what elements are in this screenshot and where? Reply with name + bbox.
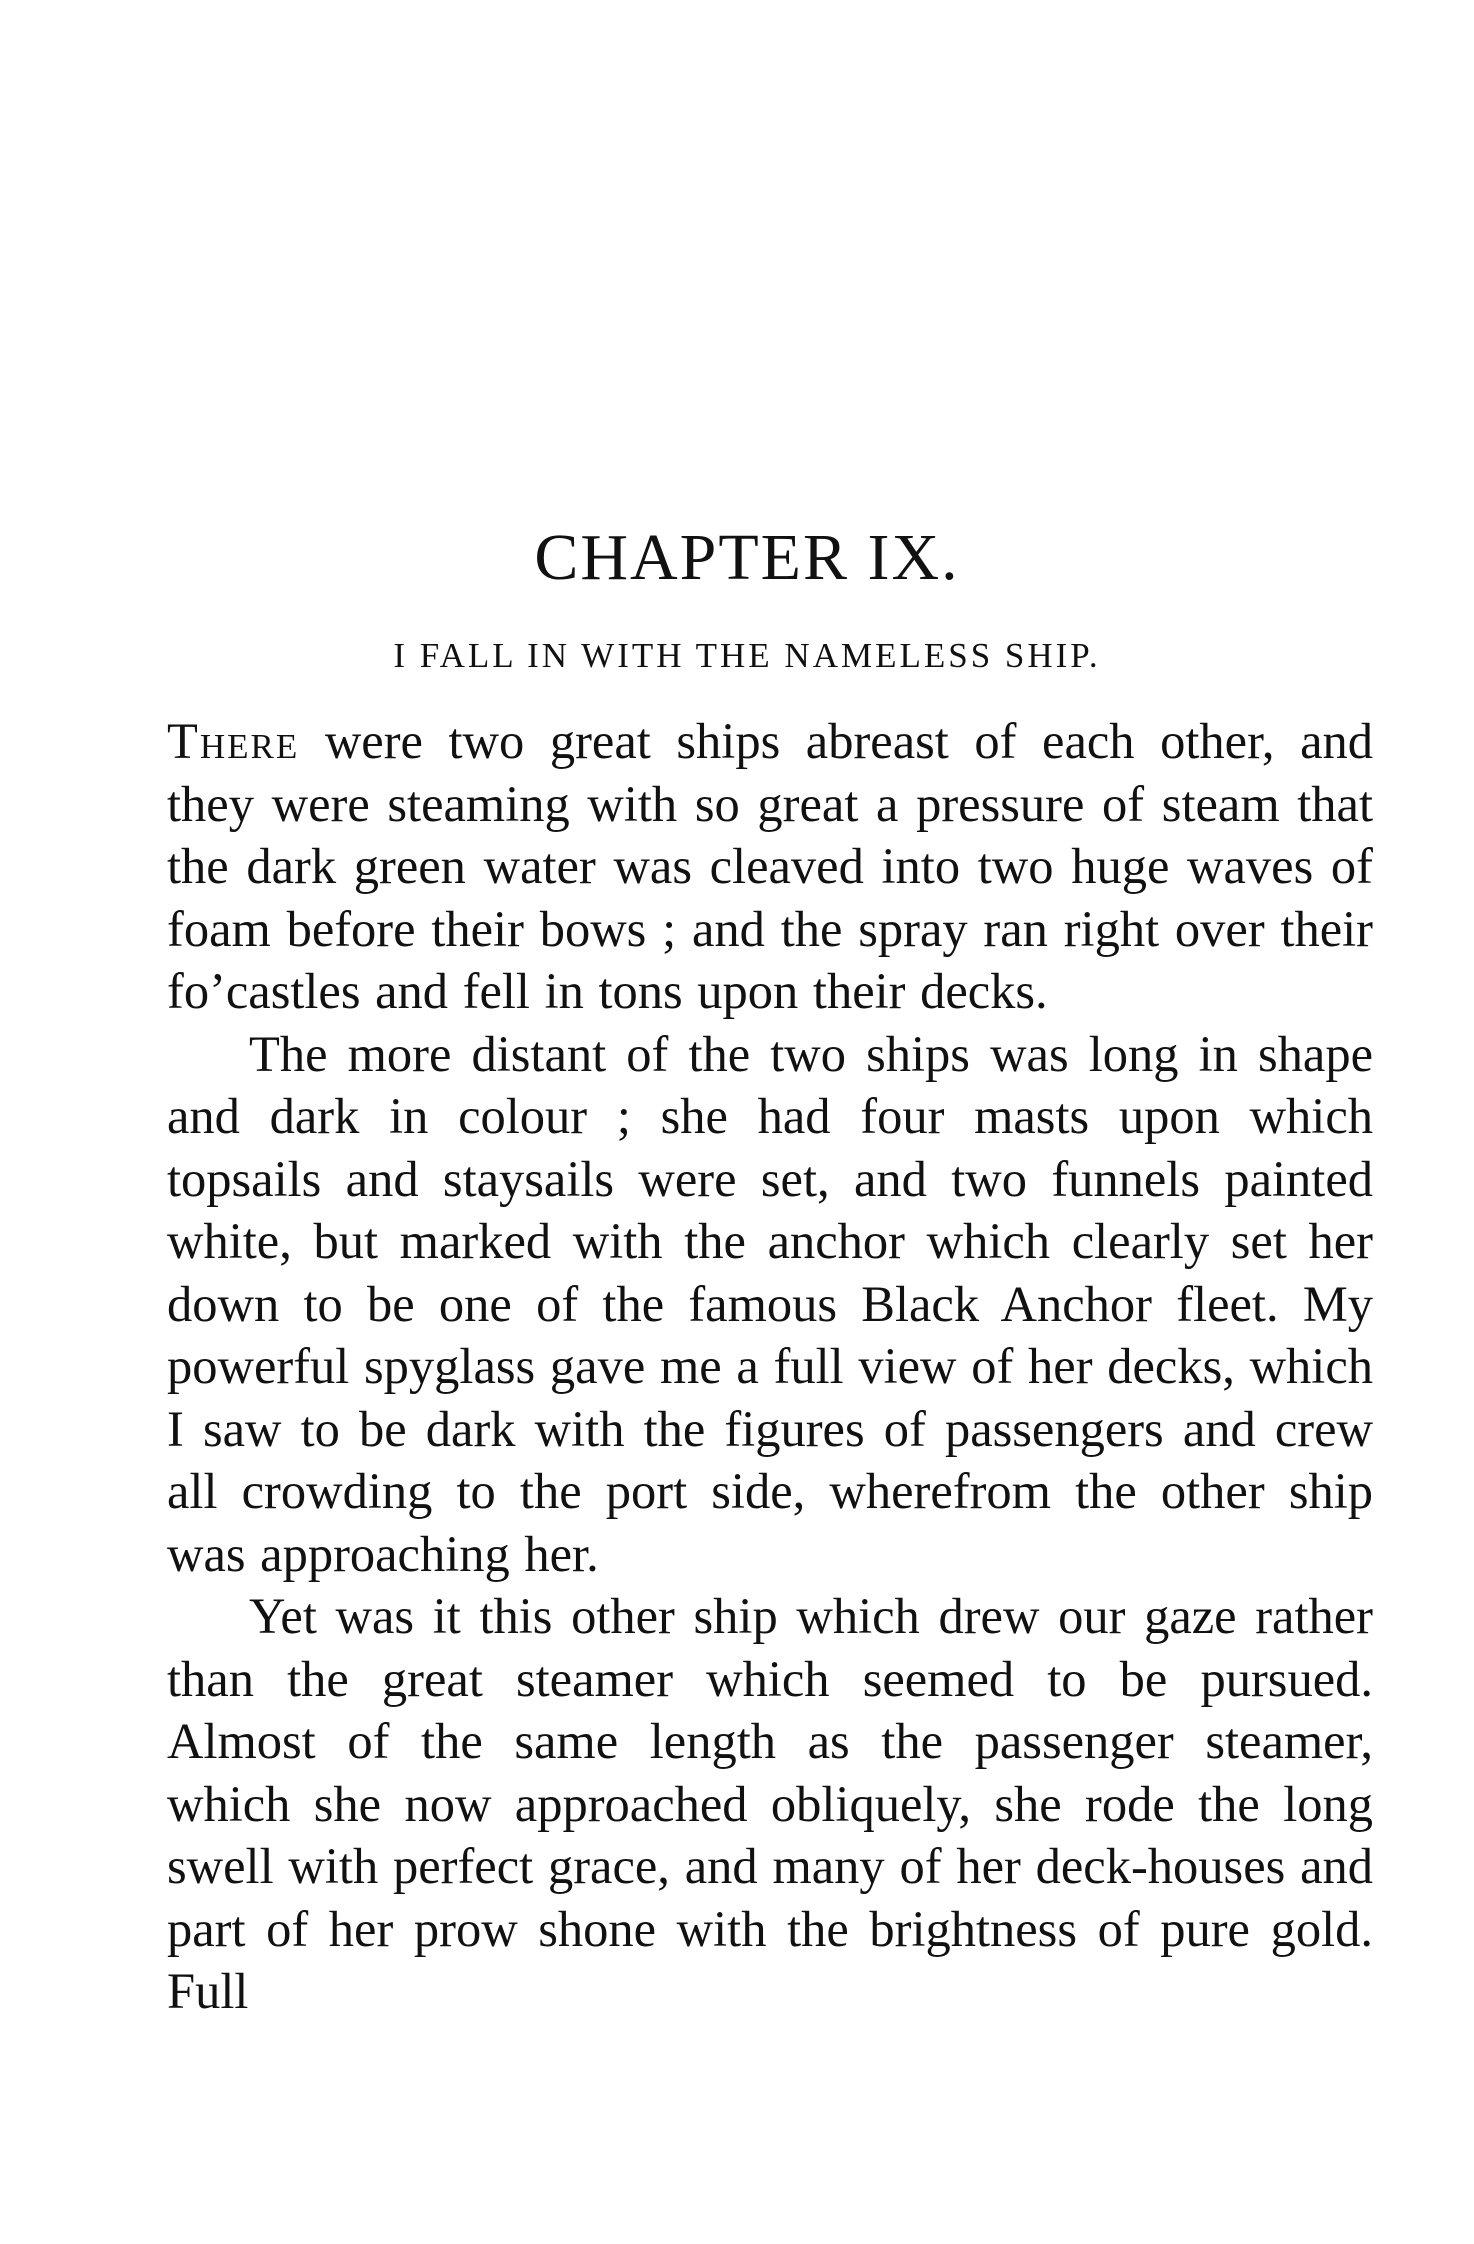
paragraph-lead-word: There — [167, 713, 300, 769]
paragraph-1 — [167, 710, 1373, 1023]
paragraph-3: Yet was it this other ship which drew our gaze rather than the great steamer which seemed to be pursued. Almost of the same length as the passenger steamer, which she now approached obliquely, she rode the long swell with perfect grace, and many of her deck-houses and part of her prow shone with the brightness of pure gold. Full — [167, 1588, 1373, 2019]
paragraph-2: The more distant of the two ships was long in shape and dark in colour ; she had four masts upon which topsails and staysails were set, and two funnels painted white, but marked with the anchor which clearly set her down to be one of the famous Black Anchor fleet. My powerful spyglass gave me a full view of her decks, which I saw to be dark with the figures of passengers and crew all crowding to the port side, wherefrom the other ship was approaching her. — [167, 1025, 1373, 1582]
paragraph-1-text: were two great ships abreast of each other, and they were steaming with so great a pressure of steam that the dark green water was cleaved into two huge waves of foam before their bows ; and the spray ran right over their fo’castles and fell in tons upon their decks. — [167, 713, 1373, 1019]
body-text — [167, 710, 1373, 2023]
chapter-title: CHAPTER IX. — [534, 521, 960, 594]
chapter-subtitle: I FALL IN WITH THE NAMELESS SHIP. — [393, 636, 1101, 675]
